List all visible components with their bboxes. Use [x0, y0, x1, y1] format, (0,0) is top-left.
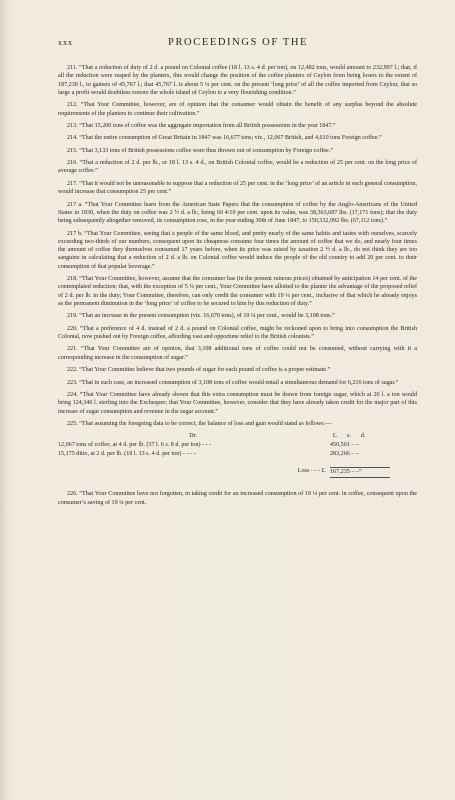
paragraph: 211. “That a reduction of duty of 2 d. a pound on Colonial coffee (18 l. 13 s. 4 d. per ton), on 12,482 tons, would amount to 232,997 l.; that, if all the reduction were reaped by the planters, this would change the position of the coffee planters of Ceylon from being losers to the extent of 187,230 l., to gainers of 45,767 l.; that 45,767 l. is about 5 ¼ per cent. on the present ‘long price’ of all the coffee imported from Ceylon; that so large a profit would doubtless restore the whole island of Ceylon to a very flourishing condition.” [58, 65, 417, 96]
shillings-unit: s. [347, 433, 351, 440]
paragraph: 224. “That Your Committee have already shown that this extra consumption must be drawn from foreign sugar, which at 20 l. a ton would bring 124,340 l. sterling into the Exchequer; that Your Committee, however, consider that they have already taken credit for the major part of this increase of sugar consumption and revenue in the sugar account.” [58, 391, 417, 415]
account-header [58, 432, 417, 441]
paragraph: 213. “That 15,200 tons of coffee was the aggregate importation from all British possessions in the year 1847.” [67, 122, 336, 129]
paragraph: 214. “That the entire consumption of Great Britain in 1847 was 16,677 tons; viz., 12,067 British, and 4,610 tons Foreign coffee.” [67, 135, 382, 142]
account-row-desc: 12,067 tons of coffee, at 4 d. per lb. (37 l. 6 s. 8 d. per ton) - - - [58, 442, 212, 449]
paragraph: 223. “That in such case, an increased consumption of 3,108 tons of coffee would entail a simultaneous demand for 6,216 tons of sugar.” [67, 379, 399, 386]
paragraph: 217. “That it would not be unreasonable to suppose that a reduction of 25 per cent. in the ‘long price’ of an article in such general consumption, would increase that consumption 25 per cent.” [58, 180, 418, 196]
paragraph: 222. “That Your Committee believe that two pounds of sugar for each pound of coffee is a proper estimate.” [67, 367, 331, 374]
account-row-amount: 450,501 – – [330, 442, 359, 449]
account-row [58, 450, 417, 459]
account-row-amount: 283,266 – – [330, 451, 359, 458]
pence-unit: d. [360, 433, 366, 440]
paragraph: 219. “That an increase in the present consumption (viz. 16,670 tons), of 19 ¼ per cent., would be 3,108 tons.” [67, 313, 335, 320]
loss-gain-account [58, 432, 417, 478]
paragraph: 218. “That Your Committee, however, assume that the consumer has (in the present ruinous prices) obtained by anticipation 14 per cent. of the contemplated reduction; that, with the exception of 5 ¼ per cent., Your Committee have allotted to the planter the advantage of the proposed relief of 2 d. per lb. in the duty; Your Committee, therefore, can only credit the consumer with 19 ¼ per cent., inclusive of that which he already enjoys as the permanent diminution in the ‘long price’ of coffee to be secured to him by this reduction of duty.” [58, 276, 417, 307]
loss-amount: 167,235 – –” [330, 467, 390, 478]
dr-label: Dr. [189, 433, 197, 440]
paragraph: 217 b. “That Your Committee, seeing that a people of the same blood, and pretty nearly of the same habits and tastes with ourselves, scarcely exceeding two-thirds of our numbers, consequent upon its cheapness consume four times the amount of coffee that we do, and nearly four times the amount of coffee they themselves consumed 17 years before, when its price was raised by taxation 2 ½ d. a lb., do not think they are too sanguine in calculating that a reduction of 2 d. a lb. on Colonial coffee would induce the people of the old country to add 20 per cent. to their consumption of that popular beverage.” [58, 230, 417, 270]
paragraph: 217 a. “That Your Committee learn from the American State Papers that the consumption of coffee by the Anglo-Americans of the United States in 1830, when the duty on coffee was 2 ½ d. a lb., being 60 4/10 per cent. upon its value, was 38,363,687 lbs. (17,171 tons); that the duty being subsequently altogether removed, its consumption rose, in the year ending 30th of June 1847, to 150,332,992 lbs. (67,112 tons).” [58, 201, 417, 225]
loss-row [58, 467, 417, 478]
paragraph: 215. “That 3,133 tons of British possessions coffee were thus thrown out of consumption by Foreign coffee.” [67, 147, 333, 154]
account-row [58, 441, 417, 450]
account-row-desc: 15,175 ditto, at 2 d. per lb. (18 l. 13 s. 4 d. per ton) - - - - [58, 451, 196, 458]
running-title: PROCEEDINGS OF THE [168, 37, 309, 48]
currency-units [328, 432, 370, 441]
closing-paragraph: 226. “That Your Committee have not forgotten, in taking credit for an increased consumption of 19 ¼ per cent. in coffee, consequent upon the consumer’s saving of 19 ¼ per cent. [58, 491, 417, 506]
loss-label: Loss - - - £. [297, 468, 326, 475]
paragraph: 212. “That Your Committee, however, are of opinion that the consumer would obtain the benefit of any surplus beyond the absolute requirements of the planters to continue their cultivation.” [58, 102, 417, 117]
paragraph: 221. “That Your Committee are of opinion, that 3,108 additional tons of coffee could not be consumed, without carrying with it a corresponding increase in the consumption of sugar.” [58, 346, 417, 361]
page-folio: xxx [58, 38, 73, 47]
paragraph: 220. “That a preference of 4 d. instead of 2 d. a pound on Colonial coffee, might be reckoned upon to bring into consumption the British Colonial, now pushed out by Foreign coffee, affording vast and opportune relief to the British colonists.” [58, 325, 417, 341]
paragraph: 216. “That a reduction of 2 d. per lb., or 18 l. 13 s. 4 d., on British Colonial coffee, would be a reduction of 25 per cent. on the long price of average coffee.” [58, 160, 417, 175]
pounds-unit: £. [332, 433, 338, 440]
paragraph: 225. “That assuming the foregoing data to be correct, the balance of loss and gain would stand as follows:— [67, 420, 332, 427]
document-body [58, 64, 417, 428]
page-header [58, 38, 417, 54]
